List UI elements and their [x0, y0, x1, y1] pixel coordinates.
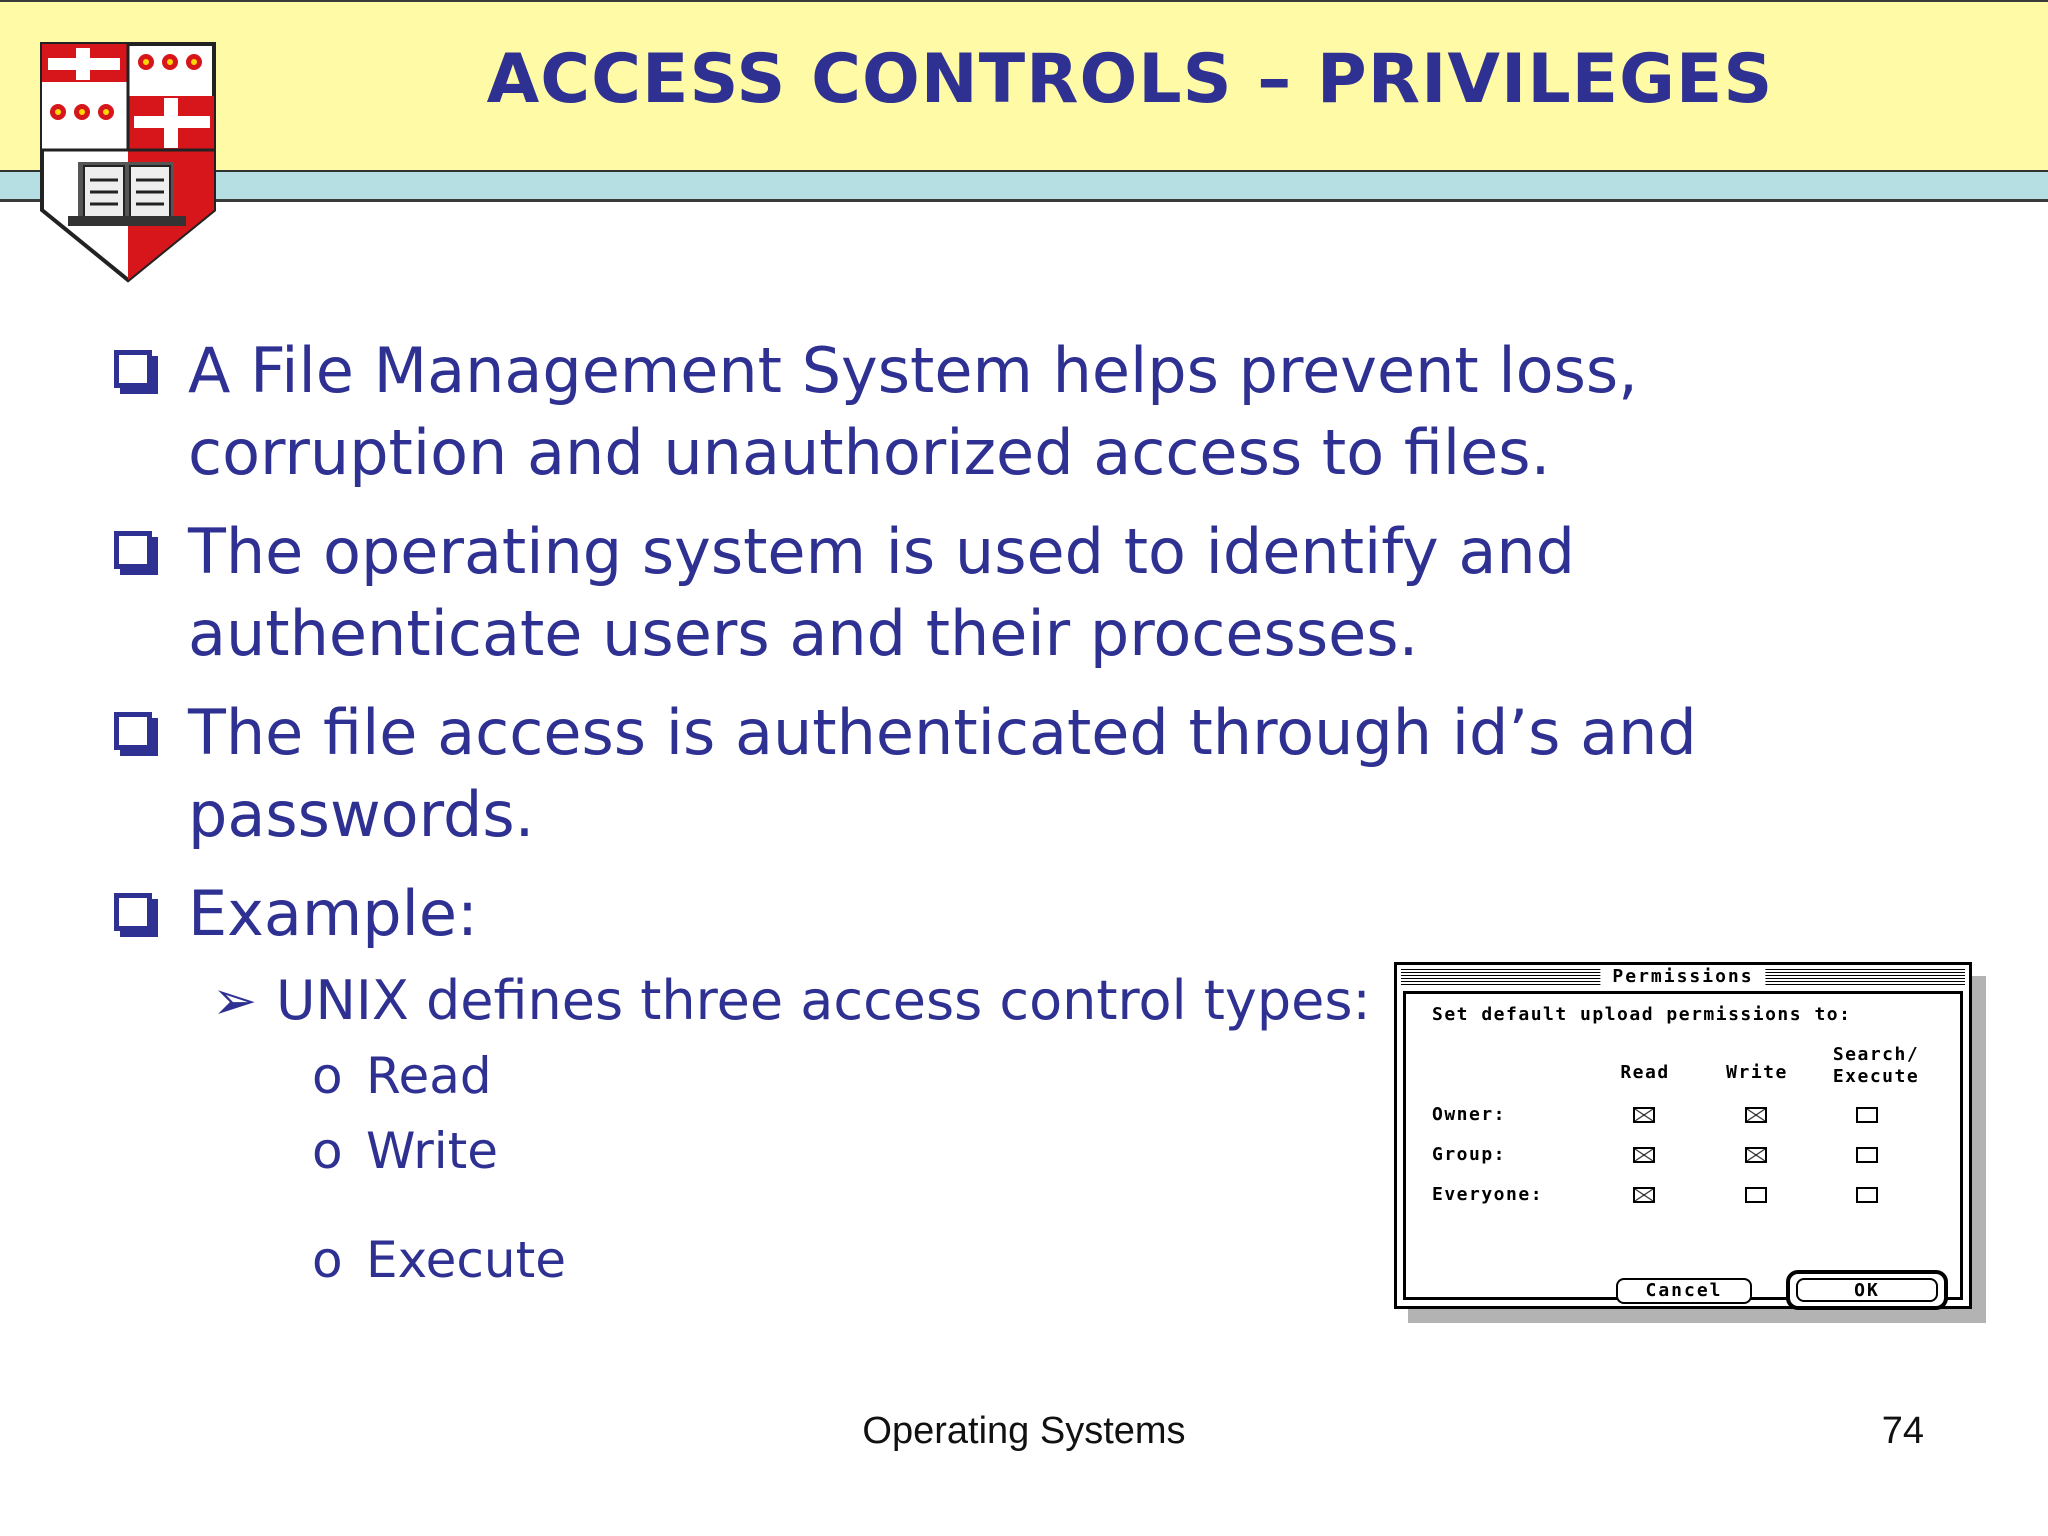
bullet-item: [112, 511, 1972, 675]
checkbox-bullet-icon: [114, 531, 152, 569]
dialog-title: Permissions: [1600, 967, 1765, 987]
bullet-item: [112, 330, 1972, 494]
sub-marker: o: [312, 1047, 343, 1105]
checkbox-bullet-icon: [114, 350, 152, 388]
bullet-text: Example:: [188, 877, 478, 950]
permission-checkbox-read[interactable]: [1633, 1107, 1655, 1123]
access-type-item: [312, 1230, 566, 1290]
permission-checkbox-write[interactable]: [1745, 1147, 1767, 1163]
access-type-label: Execute: [366, 1231, 566, 1289]
sub-marker: o: [312, 1122, 343, 1180]
permission-checkbox-execute[interactable]: [1856, 1187, 1878, 1203]
dialog-prompt: Set default upload permissions to:: [1432, 1004, 1852, 1025]
bullet-item: [112, 692, 1972, 856]
access-type-item: [312, 1121, 498, 1181]
permission-checkbox-execute[interactable]: [1856, 1147, 1878, 1163]
footer-title: Operating Systems: [862, 1410, 1186, 1452]
crest-logo: [38, 40, 218, 285]
row-label-owner: Owner:: [1432, 1104, 1507, 1125]
permission-checkbox-write[interactable]: [1745, 1187, 1767, 1203]
permission-checkbox-read[interactable]: [1633, 1147, 1655, 1163]
cancel-button[interactable]: Cancel: [1616, 1278, 1752, 1304]
access-type-label: Read: [366, 1047, 492, 1105]
column-header-write: Write: [1726, 1062, 1788, 1083]
checkbox-bullet-icon: [114, 893, 152, 931]
sub-bullet: [212, 966, 1371, 1036]
sub-marker: o: [312, 1231, 343, 1289]
slide-title: ACCESS CONTROLS – PRIVILEGES: [486, 40, 1774, 119]
row-label-group: Group:: [1432, 1144, 1507, 1165]
page-number: 74: [1881, 1410, 1924, 1452]
permissions-dialog: [1394, 962, 1972, 1309]
checkbox-bullet-icon: [114, 712, 152, 750]
permission-checkbox-write[interactable]: [1745, 1107, 1767, 1123]
permission-checkbox-execute[interactable]: [1856, 1107, 1878, 1123]
ok-button-label: OK: [1796, 1278, 1938, 1302]
ok-button[interactable]: [1786, 1270, 1948, 1310]
row-label-everyone: Everyone:: [1432, 1184, 1544, 1205]
accent-band: [0, 172, 2048, 202]
bullet-list: [112, 330, 1972, 972]
bullet-text: The file access is authenticated through id’s and passwords.: [188, 696, 1697, 851]
bullet-item: [112, 873, 1972, 955]
access-type-item: [312, 1046, 492, 1106]
column-header-search-execute: Search/ Execute: [1832, 1044, 1920, 1087]
access-type-label: Write: [366, 1122, 499, 1180]
bullet-text: A File Management System helps prevent loss, corruption and unauthorized access to files.: [188, 334, 1638, 489]
dialog-titlebar[interactable]: [1401, 966, 1965, 987]
arrow-bullet-icon: ➢: [212, 969, 258, 1032]
permission-checkbox-read[interactable]: [1633, 1187, 1655, 1203]
sub-bullet-text: UNIX defines three access control types:: [276, 969, 1371, 1032]
bullet-text: The operating system is used to identify and authenticate users and their processes.: [188, 515, 1576, 670]
dialog-body: [1403, 991, 1963, 1300]
column-header-read: Read: [1620, 1062, 1670, 1083]
